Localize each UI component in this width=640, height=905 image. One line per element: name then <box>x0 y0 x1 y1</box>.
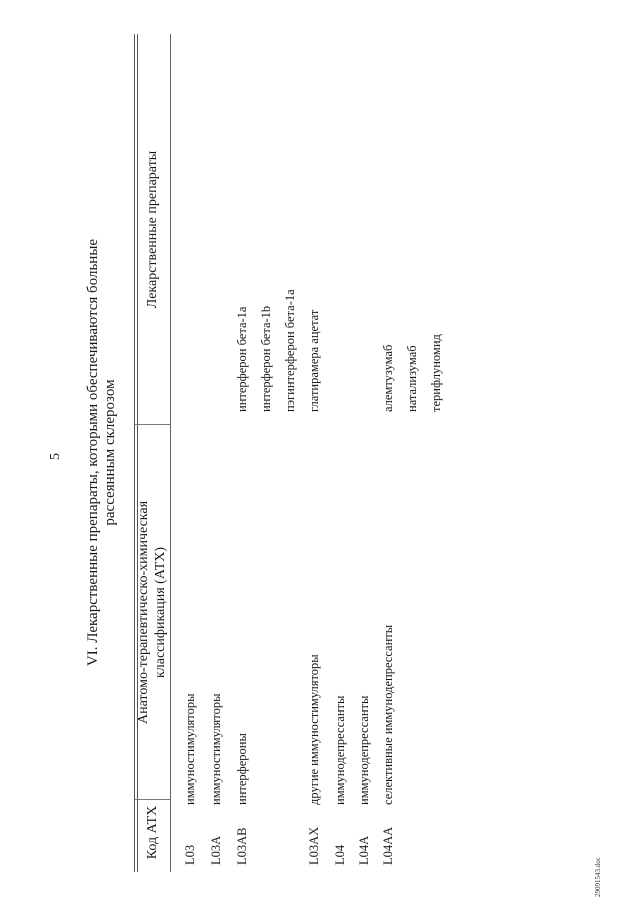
row-code: L03AB <box>235 827 249 865</box>
row-classification: иммунодепрессанты <box>357 695 371 805</box>
row-code: L04AA <box>381 826 395 865</box>
section-title-line-2: рассеянным склерозом <box>102 379 118 526</box>
row-drug: натализумаб <box>405 345 419 412</box>
row-code: L03A <box>209 835 223 865</box>
row-drug: терифлуномид <box>429 334 443 412</box>
header-bottom-border <box>170 34 171 872</box>
row-code: L03 <box>183 844 197 865</box>
row-classification: иммуностимуляторы <box>209 693 223 805</box>
row-classification: иммунодепрессанты <box>333 695 347 805</box>
header-atc-line-2: классификация (АТХ) <box>153 546 168 679</box>
header-code: Код АТХ <box>145 805 160 860</box>
row-classification: селективные иммунодепрессанты <box>381 624 395 805</box>
row-classification: иммуностимуляторы <box>183 693 197 805</box>
row-classification: другие иммуностимуляторы <box>307 654 321 805</box>
row-code: L04A <box>357 835 371 865</box>
section-title <box>85 100 119 805</box>
row-code: L04 <box>333 844 347 865</box>
row-classification: интерфероны <box>235 733 249 805</box>
header-atc <box>135 425 169 800</box>
row-drug: глатирамера ацетат <box>307 309 321 412</box>
row-code: L03AX <box>307 826 321 865</box>
row-drug: пэгинтерферон бета-1a <box>283 289 297 412</box>
document-filename: 29091543.doc <box>594 857 602 897</box>
header-drugs: Лекарственные препараты <box>145 150 160 309</box>
row-drug: алемтузумаб <box>381 344 395 412</box>
section-title-line-1: VI. Лекарственные препараты, которыми обеспечиваются больные <box>85 238 101 667</box>
row-drug: интерферон бета-1b <box>259 305 273 412</box>
row-drug: интерферон бета-1a <box>235 306 249 412</box>
header-atc-line-1: Анатомо-терапевтическо-химическая <box>136 500 151 725</box>
page-number: 5 <box>48 453 63 460</box>
